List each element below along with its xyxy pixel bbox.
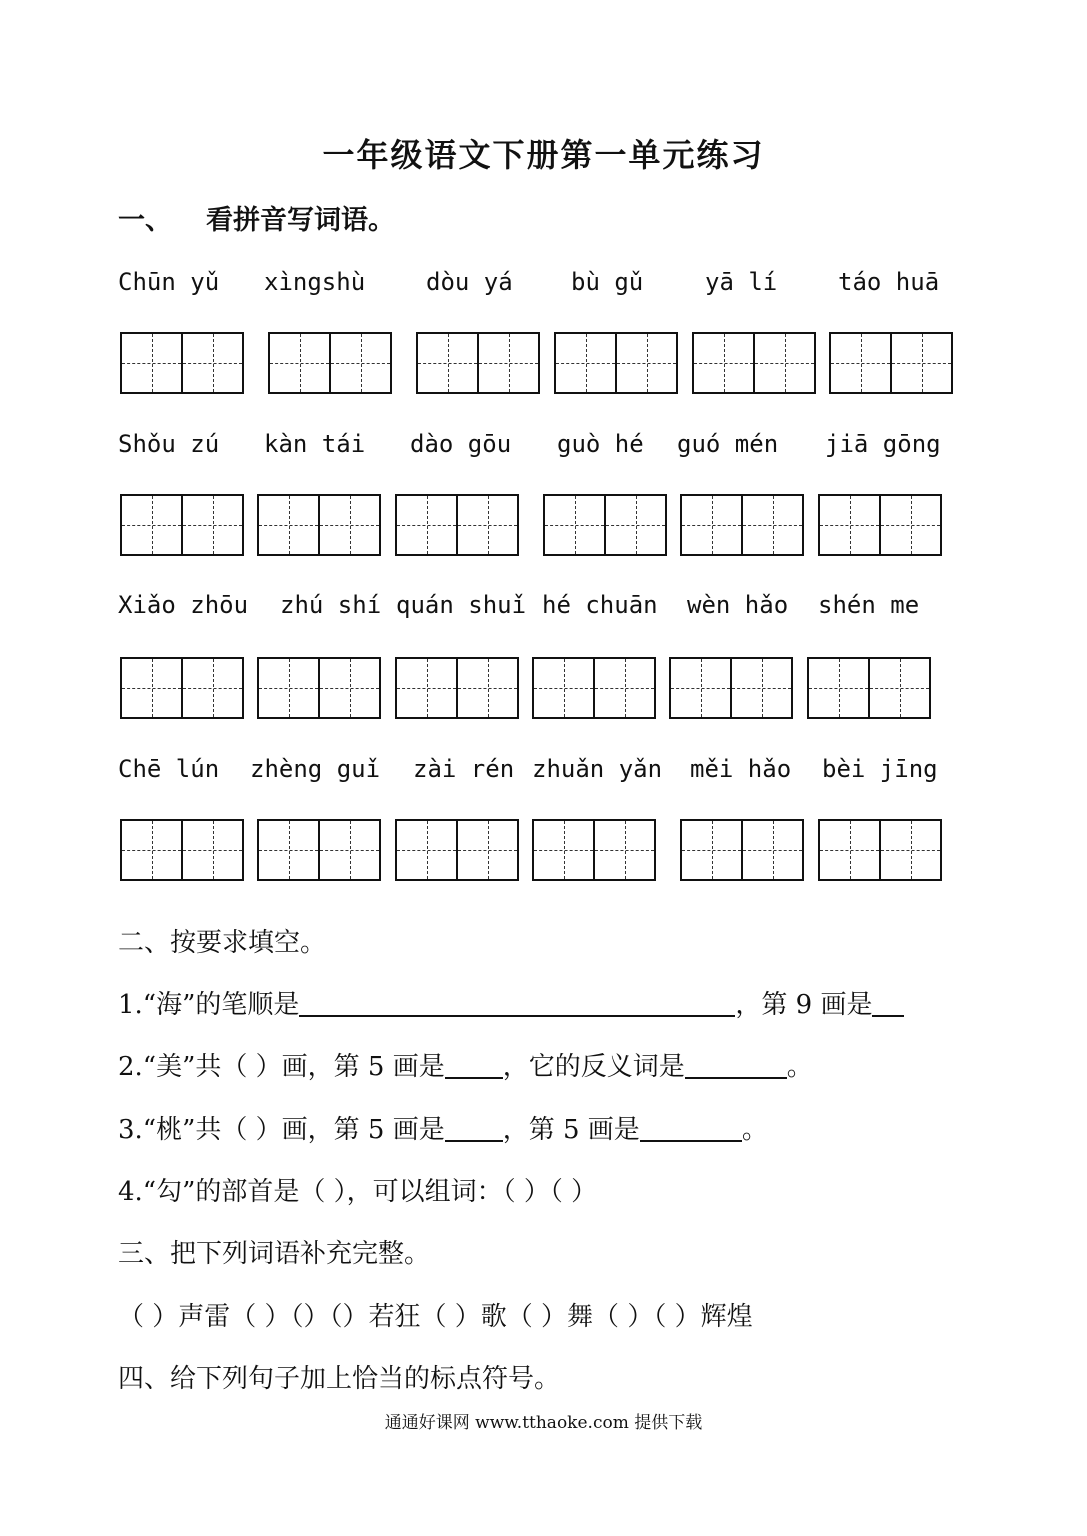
pinyin-label: Chūn yǔ: [118, 268, 220, 296]
question-3-text-c: 。: [741, 1115, 768, 1145]
pinyin-label: bù gǔ: [571, 268, 644, 296]
tianzige-box[interactable]: [120, 657, 244, 719]
question-2-text-a: 2.“美”共（ ）画，第 5 画是: [118, 1052, 445, 1082]
pinyin-label: Shǒu zú: [118, 430, 220, 458]
pinyin-label: měi hǎo: [690, 755, 792, 783]
pinyin-label: dòu yá: [426, 268, 513, 296]
tianzige-box[interactable]: [120, 494, 244, 556]
tianzige-box[interactable]: [120, 819, 244, 881]
section-1-heading: [118, 198, 395, 237]
pinyin-label: zhèng guǐ: [250, 755, 381, 783]
pinyin-label: yā lí: [705, 268, 778, 296]
pinyin-label: dào gōu: [410, 430, 512, 458]
question-1: [118, 984, 904, 1021]
pinyin-label: zhuǎn yǎn: [532, 755, 663, 783]
tianzige-box[interactable]: [669, 657, 793, 719]
tianzige-box[interactable]: [829, 332, 953, 394]
pinyin-label: wèn hǎo: [687, 591, 789, 619]
tianzige-box[interactable]: [818, 819, 942, 881]
tianzige-box[interactable]: [395, 657, 519, 719]
pinyin-label: zài rén: [413, 755, 515, 783]
pinyin-label: guó mén: [677, 430, 779, 458]
tianzige-box[interactable]: [680, 819, 804, 881]
tianzige-box[interactable]: [257, 494, 381, 556]
question-4: 4.“勾”的部首是（ ），可以组词：（ ）（ ）: [118, 1177, 598, 1207]
question-2: [118, 1046, 813, 1083]
tianzige-box[interactable]: [268, 332, 392, 394]
pinyin-label: kàn tái: [264, 430, 366, 458]
question-3: [118, 1109, 768, 1146]
pinyin-label: hé chuān: [542, 591, 658, 619]
answer-blank[interactable]: [685, 1051, 787, 1079]
section-3-items: （ ）声雷（ ）（）（）若狂（ ）歌（ ）舞（ ）（ ）辉煌: [118, 1302, 753, 1332]
section-2-heading: 二、按要求填空。: [118, 928, 327, 958]
answer-blank[interactable]: [872, 989, 904, 1017]
tianzige-box[interactable]: [807, 657, 931, 719]
footer: 通通好课网 www.tthaoke.com 提供下载: [384, 1413, 703, 1433]
tianzige-box[interactable]: [680, 494, 804, 556]
section-4-heading: 四、给下列句子加上恰当的标点符号。: [118, 1364, 561, 1394]
tianzige-box[interactable]: [532, 657, 656, 719]
pinyin-label: Xiǎo zhōu: [118, 591, 249, 619]
tianzige-box[interactable]: [120, 332, 244, 394]
tianzige-box[interactable]: [395, 819, 519, 881]
answer-blank[interactable]: [445, 1114, 503, 1142]
pinyin-label: bèi jīng: [822, 755, 938, 783]
question-2-text-b: ，它的反义词是: [502, 1052, 685, 1082]
tianzige-box[interactable]: [554, 332, 678, 394]
question-1-text-a: 1.“海”的笔顺是: [118, 990, 300, 1020]
tianzige-box[interactable]: [257, 657, 381, 719]
tianzige-box[interactable]: [692, 332, 816, 394]
pinyin-label: Chē lún: [118, 755, 220, 783]
pinyin-label: guò hé: [557, 430, 644, 458]
pinyin-label: táo huā: [838, 268, 940, 296]
pinyin-label: jiā gōng: [825, 430, 941, 458]
answer-blank[interactable]: [299, 989, 735, 1017]
pinyin-label: zhú shí: [280, 591, 382, 619]
question-1-text-b: ，第 9 画是: [735, 990, 873, 1020]
question-3-text-a: 3.“桃”共（ ）画，第 5 画是: [118, 1115, 445, 1145]
question-3-text-b: ，第 5 画是: [502, 1115, 640, 1145]
tianzige-box[interactable]: [416, 332, 540, 394]
tianzige-box[interactable]: [257, 819, 381, 881]
tianzige-box[interactable]: [532, 819, 656, 881]
tianzige-box[interactable]: [395, 494, 519, 556]
tianzige-box[interactable]: [818, 494, 942, 556]
tianzige-box[interactable]: [543, 494, 667, 556]
pinyin-label: shén me: [818, 591, 920, 619]
page-title: 一年级语文下册第一单元练习: [322, 136, 765, 174]
question-2-text-c: 。: [786, 1052, 813, 1082]
section-1-number: 一、: [118, 205, 172, 236]
answer-blank[interactable]: [640, 1114, 742, 1142]
section-1-label: 看拼音写词语。: [206, 205, 395, 236]
pinyin-label: quán shuǐ: [396, 591, 527, 619]
answer-blank[interactable]: [445, 1051, 503, 1079]
pinyin-label: xìngshù: [264, 268, 366, 296]
section-3-heading: 三、把下列词语补充完整。: [118, 1239, 431, 1269]
